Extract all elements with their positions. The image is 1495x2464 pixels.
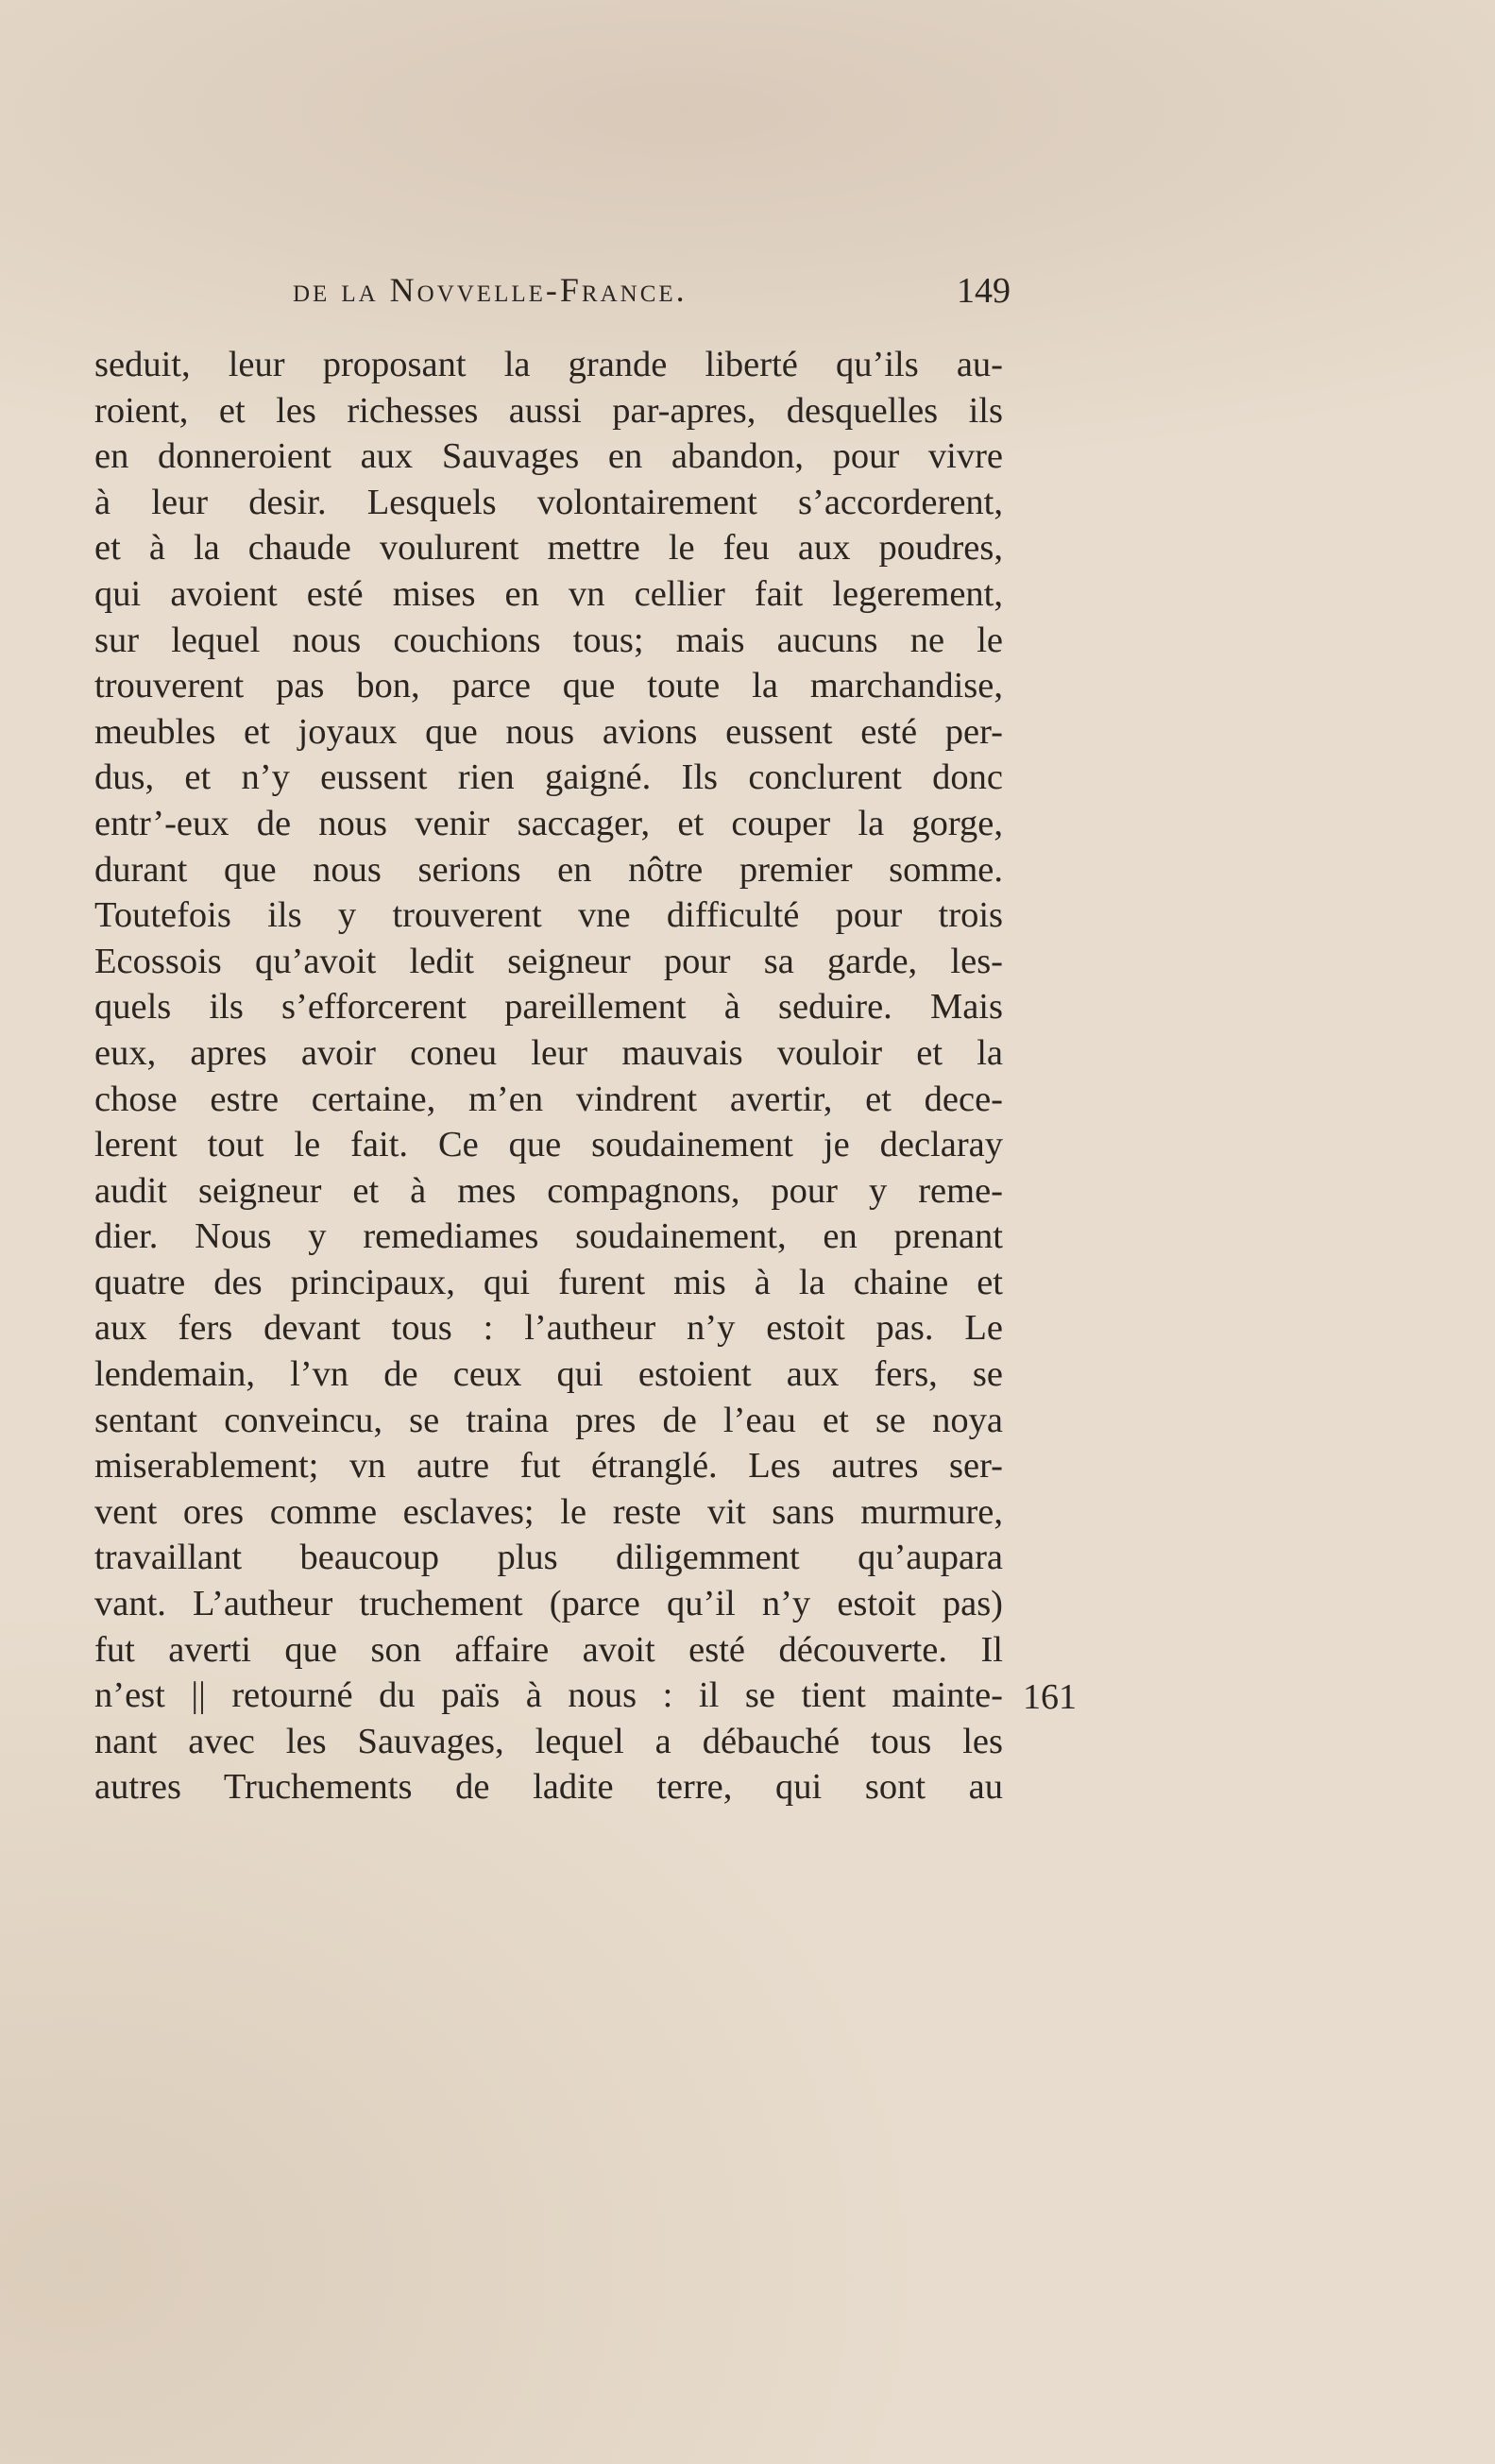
body-text <box>94 342 1003 1810</box>
text-line: sentant conveincu, se traina pres de l’eau et se noya <box>94 1400 1003 1440</box>
text-line: durant que nous serions en nôtre premier somme. <box>94 849 1003 890</box>
text-line: vant. L’autheur truchement (parce qu’il n’y estoit pas) <box>94 1584 1003 1624</box>
text-line: sur lequel nous couchions tous; mais aucuns ne le <box>94 620 1003 660</box>
text-line: entr’-eux de nous venir saccager, et couper la gorge, <box>94 803 1003 843</box>
text-line: à leur desir. Lesquels volontairement s’accorderent, <box>94 482 1003 522</box>
page-number: 149 <box>957 271 1011 311</box>
text-line: Toutefois ils y trouverent vne difficulté pour trois <box>94 895 1003 936</box>
text-line: qui avoient esté mises en vn cellier fait legerement, <box>94 573 1003 614</box>
text-line: autres Truchements de ladite terre, qui sont au <box>94 1767 1003 1808</box>
text-line: fut averti que son affaire avoit esté découverte. Il <box>94 1629 1003 1670</box>
text-line: n’est || retourné du païs à nous : il se tient mainte- <box>94 1675 1003 1716</box>
text-line: Ecossois qu’avoit ledit seigneur pour sa garde, les- <box>94 941 1003 981</box>
text-line: vent ores comme esclaves; le reste vit sans murmure, <box>94 1491 1003 1532</box>
running-head <box>293 270 1011 327</box>
text-line: et à la chaude voulurent mettre le feu aux poudres, <box>94 528 1003 569</box>
text-line: aux fers devant tous : l’autheur n’y estoit pas. Le <box>94 1308 1003 1349</box>
text-line: lerent tout le fait. Ce que soudainement je declaray <box>94 1125 1003 1165</box>
text-line: eux, apres avoir coneu leur mauvais vouloir et la <box>94 1032 1003 1073</box>
text-line: dier. Nous y remediames soudainement, en prenant <box>94 1216 1003 1257</box>
text-line: en donneroient aux Sauvages en abandon, pour vivre <box>94 436 1003 477</box>
text-line: meubles et joyaux que nous avions eussent esté per- <box>94 711 1003 752</box>
text-line: quatre des principaux, qui furent mis à la chaine et <box>94 1262 1003 1302</box>
text-line: audit seigneur et à mes compagnons, pour y reme- <box>94 1170 1003 1211</box>
margin-page-reference: 161 <box>1023 1677 1077 1717</box>
text-line: trouverent pas bon, parce que toute la marchandise, <box>94 666 1003 706</box>
text-line: lendemain, l’vn de ceux qui estoient aux fers, se <box>94 1354 1003 1395</box>
text-line: nant avec les Sauvages, lequel a débauché tous les <box>94 1721 1003 1761</box>
text-line: miserablement; vn autre fut étranglé. Les autres ser- <box>94 1446 1003 1487</box>
text-line: quels ils s’efforcerent pareillement à seduire. Mais <box>94 987 1003 1028</box>
text-line: dus, et n’y eussent rien gaigné. Ils conclurent donc <box>94 757 1003 798</box>
text-line: chose estre certaine, m’en vindrent avertir, et dece- <box>94 1079 1003 1119</box>
running-head-title: de la Novvelle-France. <box>293 271 688 309</box>
text-line: seduit, leur proposant la grande liberté qu’ils au- <box>94 345 1003 384</box>
text-line: roient, et les richesses aussi par-apres, desquelles ils <box>94 390 1003 431</box>
text-line: travaillant beaucoup plus diligemment qu’aupara <box>94 1538 1003 1578</box>
